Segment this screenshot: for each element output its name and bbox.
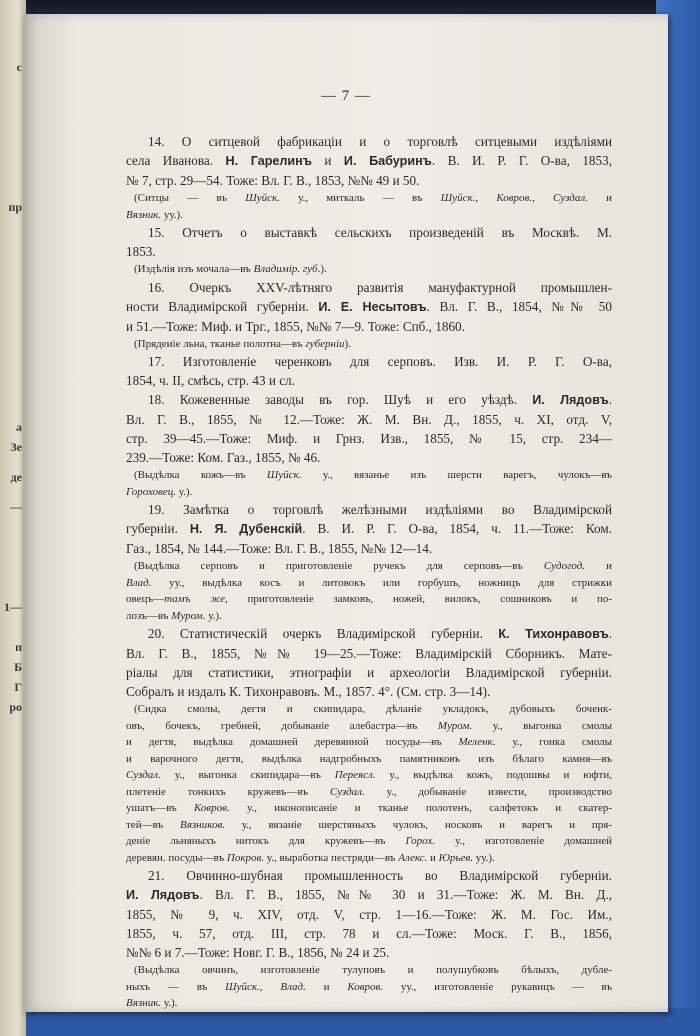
text-line (126, 558, 612, 575)
text-run: деніе льняныхъ нитокъ для кружевъ—въ (126, 835, 406, 847)
entry-text (126, 500, 612, 558)
text-run: Ковров. (347, 980, 384, 993)
text-line (126, 448, 612, 467)
text-line (126, 539, 612, 558)
previous-page-fragment: 1— (4, 600, 22, 614)
text-run: Вязников. (180, 818, 225, 831)
text-line (126, 261, 612, 278)
text-run: Вязник. (126, 997, 162, 1009)
text-run: села Иванова. (126, 153, 226, 168)
text-run: Судогод. (543, 560, 586, 572)
bibliography-entry (126, 352, 612, 390)
previous-page-fragment: Зе (10, 440, 22, 454)
text-run: Ковров. (194, 802, 230, 814)
text-run: и (311, 153, 344, 168)
text-run: (Выдѣлка кожъ—въ (134, 469, 267, 481)
text-line (126, 850, 612, 867)
text-line (126, 734, 612, 751)
text-run: .). (317, 263, 327, 275)
text-line (126, 500, 612, 519)
text-run: Гороховец. (126, 485, 176, 498)
text-run: и (587, 192, 612, 204)
blue-background-bottom (0, 1008, 700, 1036)
entry-text (126, 352, 612, 390)
text-run: у., гонка смолы (495, 736, 612, 748)
entry-note (126, 962, 612, 1012)
text-run: у.). (205, 609, 222, 622)
entry-text (126, 624, 612, 701)
previous-page-fragment: де (10, 470, 22, 484)
bibliography-entry (126, 624, 612, 866)
text-run: ріалы для статистики, этнографіи и археологіи Владимірской губерніи. (126, 665, 612, 680)
text-run: 20. Статистическій очеркъ Владимірской губерніи. (148, 626, 499, 641)
text-line (126, 591, 612, 608)
text-run: (Издѣлія изъ мочала—въ (134, 263, 254, 275)
text-line (126, 995, 612, 1012)
entry-text (126, 132, 612, 190)
bibliography-entry (126, 278, 612, 353)
text-line (126, 608, 612, 625)
text-run: у., выгонка смолы (472, 719, 612, 732)
text-run: (Ситцы — въ (134, 192, 246, 204)
text-run: Муром. (171, 609, 206, 622)
text-run: Алекс. (398, 851, 428, 864)
text-run: тей—въ (126, 818, 180, 831)
text-run: уу.). (472, 851, 495, 864)
text-run: у., миткаль — въ (279, 192, 441, 204)
text-line (126, 317, 612, 336)
book-page (24, 14, 668, 1012)
text-line (126, 800, 612, 817)
previous-page-edge (0, 0, 26, 1036)
text-line (126, 784, 612, 801)
text-line (126, 718, 612, 735)
text-run: у., выгонка скипидара—въ (160, 769, 335, 781)
text-run: (Прядеиіе льна, тканье полотна—въ (134, 337, 306, 350)
text-run: (Сидка смолы, дегтя и скипидара, дѣланіе укладокъ, дубовыхъ боченк- (134, 703, 612, 715)
author-name: Н. Я. Дубенскій (189, 522, 303, 536)
text-line (126, 682, 612, 701)
text-line (126, 171, 612, 190)
text-run: у.). (175, 485, 193, 498)
entry-note (126, 261, 612, 278)
text-run: 15. Отчетъ о выставкѣ сельскихъ произведеній въ Москвѣ. М. (148, 225, 612, 240)
text-run: 16. Очеркъ XXV-лѣтняго развитія мануфактурной промышлен- (148, 279, 612, 295)
author-name: И. Лядовъ (126, 888, 200, 902)
text-run: деревян. посуды—въ (126, 851, 227, 864)
text-line (126, 151, 612, 171)
text-line (126, 352, 612, 371)
text-run: ныхъ — въ (126, 980, 226, 993)
text-run: и (305, 980, 348, 993)
text-run: Вязник. (126, 208, 162, 221)
text-run: Владимір. губ (253, 263, 318, 275)
text-line (126, 223, 612, 242)
text-line (126, 885, 612, 905)
text-run: Газ., 1854, № 144.—Тоже: Вл. Г. В., 1855, №№ 12—14. (126, 541, 433, 556)
text-run: Суздал. (329, 785, 365, 798)
text-run: № 7, стр. 29—54. Тоже: Вл. Г. В., 1853, №№ 49 и 50. (126, 173, 420, 188)
text-run: овецъ— (126, 593, 165, 605)
text-line (126, 663, 612, 682)
text-run: Переясл. (334, 769, 376, 781)
text-run: Меленк. (458, 736, 496, 748)
text-run: плетеніе тонкихъ кружевъ—въ (126, 785, 330, 798)
text-run: губерніи (305, 337, 345, 350)
text-run: Вл. Г. В., 1855, № 12.—Тоже: Ж. М. Вн. Д., 1855, ч. XI, отд. V, (126, 412, 612, 427)
text-line (126, 866, 612, 885)
text-run: 14. О ситцевой фабрикаціи и о торговлѣ ситцевыми издѣліями (148, 134, 612, 149)
text-line (126, 905, 612, 924)
text-run: Муром. (437, 719, 473, 732)
text-run: 21. Овчинно-шубная промышленность во Владимірской губерніи. (148, 868, 612, 883)
text-run: у., изготовленіе домашней (435, 835, 612, 847)
author-name: И. Бабуринъ (343, 154, 432, 168)
text-line (126, 943, 612, 962)
text-run: Покров. (226, 851, 265, 864)
text-line (126, 190, 612, 207)
text-run: Влад. (126, 576, 152, 589)
text-run: 239.—Тоже: Ком. Газ., 1855, № 46. (126, 450, 321, 465)
text-run: Шуйск., Ковров., Суздал. (440, 192, 588, 204)
text-run: Шуйск. (266, 469, 302, 481)
text-run: у., добываніе извести, производство (364, 785, 612, 798)
text-run: Горох. (405, 835, 436, 847)
text-run: губерніи. (126, 521, 190, 536)
author-name: К. Тихонравовъ (498, 627, 609, 641)
text-line (126, 297, 612, 317)
text-run: и (585, 560, 612, 572)
text-run: стр. 39—45.—Тоже: Миф. и Грнз. Изв., 1855, № 15, стр. 234— (126, 431, 612, 446)
text-run: 1853. (126, 244, 156, 259)
text-line (126, 624, 612, 644)
text-run: у., вязаніе шерстяныхъ чулокъ, носковъ и варегъ и пря- (224, 818, 612, 831)
text-run: . В. И. Р. Г. О-ва, 1853, (431, 153, 612, 168)
text-run: 17. Изготовленіе черенковъ для серповъ. Изв. И. Р. Г. О-ва, (148, 354, 612, 369)
page-number: — 7 — (321, 88, 371, 104)
previous-page-fragment: ро (9, 700, 22, 714)
entry-note (126, 467, 612, 500)
text-run: 18. Кожевенные заводы въ гор. Шуѣ и его уѣздѣ. (148, 392, 533, 407)
text-line (126, 817, 612, 834)
text-run: . (608, 392, 612, 407)
text-run: у., выдѣлка кожъ, подошвы и юфти, (375, 769, 612, 781)
text-line (126, 242, 612, 261)
bibliography-entry (126, 500, 612, 624)
text-run: Суздал. (126, 769, 161, 781)
text-run: Шуйск., Влад. (225, 980, 306, 993)
text-run: , приготовленіе замковъ, ножей, вилокъ, сошниковъ и по- (225, 593, 612, 605)
text-run: ). (344, 337, 351, 350)
text-line (126, 336, 612, 353)
author-name: И. Е. Несытовъ (318, 299, 427, 314)
text-run: . Вл. Г. В., 1855, №№ 30 и 31.—Тоже: Ж. М. Вн. Д., (199, 887, 612, 902)
text-line (126, 575, 612, 592)
text-run: и 51.—Тоже: Миф. и Трг., 1855, №№ 7—9. Тоже: Спб., 1860. (126, 318, 465, 334)
previous-page-fragment: — (10, 500, 22, 514)
previous-page-fragment: с (16, 60, 22, 74)
text-run: ушатъ—въ (126, 802, 194, 814)
author-name: Н. Гарелинъ (225, 154, 312, 168)
bibliography-entry (126, 390, 612, 500)
author-name: И. Лядовъ (532, 393, 609, 407)
text-line (126, 390, 612, 410)
text-run: у., иконописаніе и тканье полотенъ, салфетокъ и скатер- (229, 802, 612, 814)
text-run: (Выдѣлка овчинъ, изготовленіе тулуповъ и полушубковъ бѣлыхъ, дубле- (134, 964, 612, 976)
text-run: . Вл. Г. В., 1854, №№ 50 (426, 298, 612, 314)
text-run: и варочного дегтя, выдѣлка надгробныхъ памятниковъ изъ бѣлаго камня—въ (126, 752, 612, 765)
text-line (126, 429, 612, 448)
bibliography-list (126, 132, 612, 1012)
entry-text (126, 866, 612, 962)
text-line (126, 410, 612, 429)
text-run: у., вязанье изъ шерсти варегъ, чулокъ—въ (301, 469, 612, 481)
text-run: (Выдѣлка серповъ и приготовленіе ручекъ для серповъ—въ (134, 560, 544, 572)
text-line (126, 371, 612, 390)
previous-page-fragment: п (15, 640, 22, 654)
text-line (126, 644, 612, 663)
text-run: у.). (161, 997, 178, 1009)
text-line (126, 207, 612, 224)
text-run: 19. Замѣтка о торговлѣ желѣзными издѣліями во Владимірской (148, 502, 612, 517)
text-line (126, 467, 612, 484)
bibliography-entry (126, 223, 612, 278)
text-run: №№ 6 и 7.—Тоже: Новг. Г. В., 1856, № 24 и 25. (126, 945, 390, 960)
text-line (126, 484, 612, 501)
previous-page-fragment: пр (8, 200, 22, 214)
text-line (126, 132, 612, 151)
text-run: 1854, ч. II, смѣсь, стр. 43 и сл. (126, 373, 295, 388)
text-line (126, 519, 612, 539)
entry-text (126, 390, 612, 467)
text-run: уу., изготовленіе рукавицъ — въ (383, 980, 612, 993)
entry-text (126, 223, 612, 261)
text-run: и (427, 851, 439, 864)
text-run: . В. И. Р. Г. О-ва, 1854, ч. 11.—Тоже: Ком. (302, 521, 612, 536)
previous-page-fragment: Г (14, 680, 22, 694)
text-run: 1855, ч. 57, отд. III, стр. 78 и сл.—Тоже: Моск. Г. В., 1856, (126, 926, 612, 941)
text-run: уу., выдѣлка косъ и литовокъ или горбушъ, ножницъ для стрижки (151, 576, 612, 589)
entry-note (126, 558, 612, 624)
bibliography-entry (126, 866, 612, 1012)
previous-page-fragment: Б (14, 660, 22, 674)
text-line (126, 767, 612, 784)
text-line (126, 701, 612, 718)
text-run: ности Владимірской губерніи. (126, 298, 319, 314)
text-run: лозъ—въ (126, 609, 172, 622)
text-run: у., выработка пестряди—въ (264, 851, 399, 864)
entry-note (126, 701, 612, 866)
text-line (126, 278, 612, 297)
text-line (126, 751, 612, 768)
previous-page-fragment: а (16, 420, 22, 434)
text-run: овъ, бочекъ, гребней, добываніе алебастра—въ (126, 719, 438, 732)
text-run: 1855, № 9, ч. XIV, отд. V, стр. 1—16.—Тоже: Ж. М. Гос. Им., (126, 907, 612, 922)
text-run: . (608, 626, 612, 641)
text-run: Собралъ и издалъ К. Тихонравовъ. М., 1857. 4°. (См. стр. 3—14). (126, 684, 491, 699)
entry-note (126, 336, 612, 353)
text-line (126, 833, 612, 850)
text-line (126, 979, 612, 996)
text-line (126, 924, 612, 943)
text-run: Юрьев. (438, 851, 473, 864)
entry-note (126, 190, 612, 223)
text-line (126, 962, 612, 979)
text-run: Вл. Г. В., 1855, №№ 19—25.—Тоже: Владимірскій Сборникъ. Мате- (126, 646, 612, 661)
bibliography-entry (126, 132, 612, 223)
entry-text (126, 278, 612, 336)
text-run: Шуйск. (245, 192, 280, 204)
text-run: и дегтя, выдѣлка домашней деревянной посуды—въ (126, 736, 459, 748)
text-run: уу.). (161, 208, 183, 221)
text-run: тамъ же (164, 593, 226, 605)
